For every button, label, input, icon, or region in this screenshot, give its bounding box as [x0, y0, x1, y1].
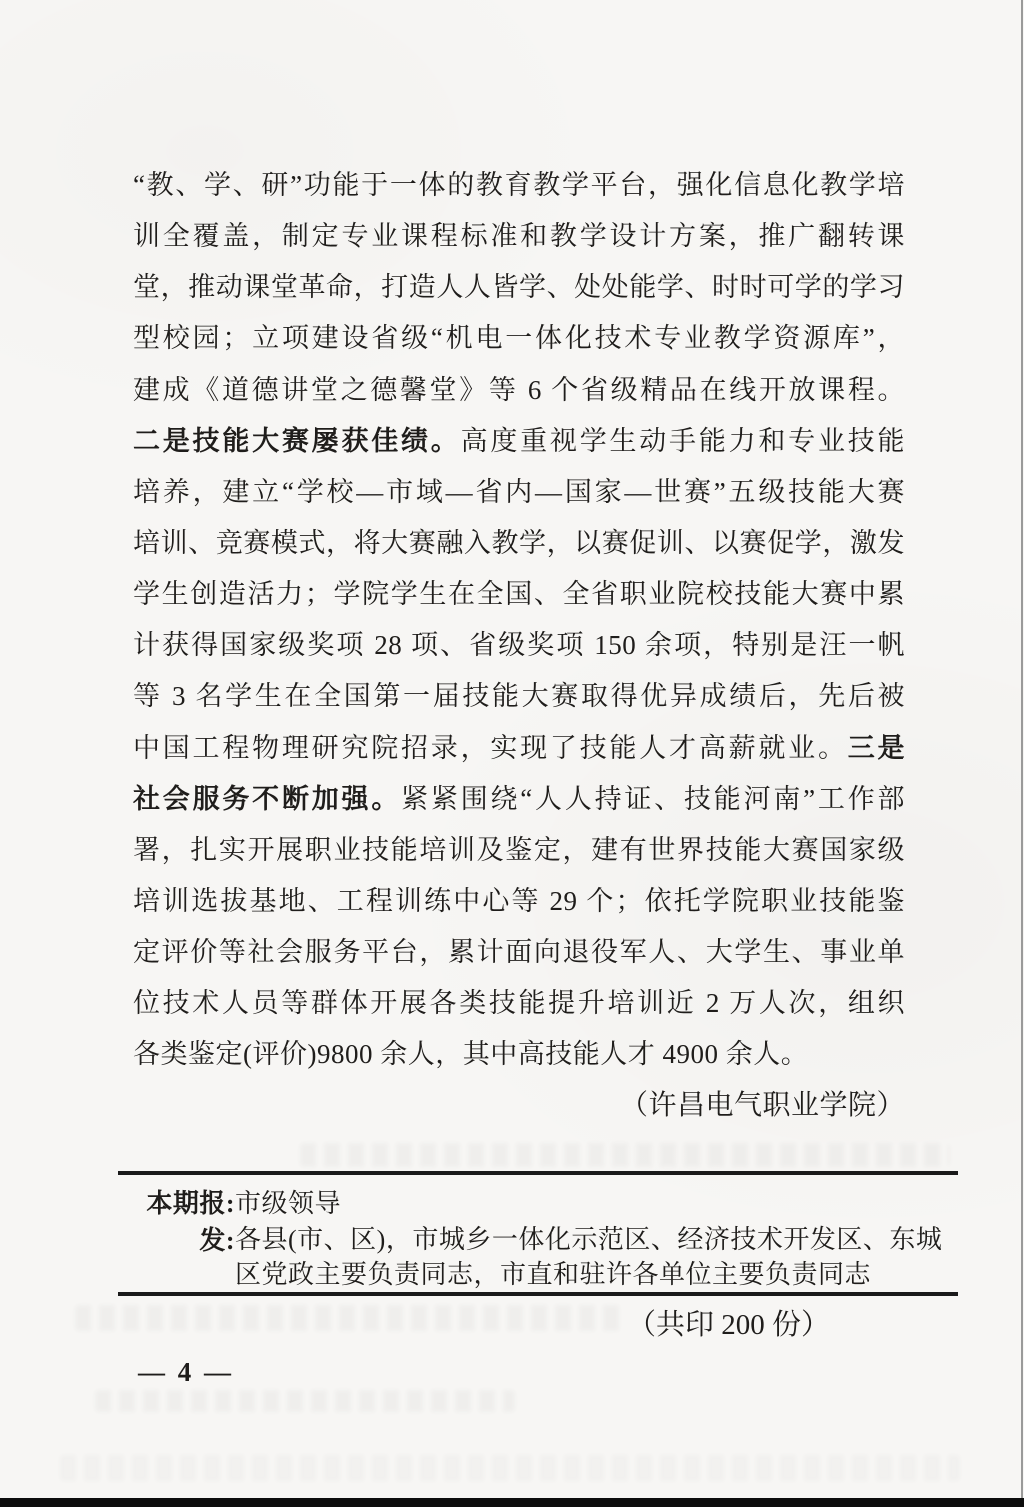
body-line: “教、学、研”功能于一体的教育教学平台，强化信息化教学培 [133, 170, 905, 200]
footer-bottom-rule [118, 1292, 958, 1296]
body-line: 训全覆盖，制定专业课程标准和教学设计方案，推广翻转课 [133, 221, 905, 252]
bleed-through-artifact [95, 1390, 515, 1412]
body-line: 培养，建立“学校—市域—省内—国家—世赛”五级技能大赛 [133, 476, 905, 507]
body-line: 等 3 名学生在全国第一届技能大赛取得优异成绩后，先后被 [133, 681, 905, 712]
print-count: （共印 200 份） [626, 1309, 830, 1341]
bleed-through-artifact [300, 1143, 950, 1167]
report-label: 本期报: [146, 1189, 235, 1218]
attribution-wrap [133, 1080, 905, 1131]
report-value: 市级领导 [235, 1189, 342, 1218]
issue-row [133, 1222, 963, 1292]
body-line: 署，扎实开展职业技能培训及鉴定，建有世界技能大赛国家级 [133, 834, 905, 865]
issue-recipients [235, 1222, 963, 1292]
scan-edge-bottom [0, 1498, 1024, 1507]
distribution-block [133, 1185, 963, 1292]
body-line: 学生创造活力；学院学生在全国、全省职业院校技能大赛中累 [133, 579, 905, 610]
footer-top-rule [118, 1171, 958, 1175]
body-text [133, 160, 905, 1081]
issue-recipients-line: 各县(市、区)，市城乡一体化示范区、经济技术开发区、东城 [235, 1225, 943, 1254]
body-line: 计获得国家级奖项 28 项、省级奖项 150 余项，特别是汪一帆 [133, 630, 905, 661]
body-line: 培训、竞赛模式，将大赛融入教学，以赛促训、以赛促学，激发 [133, 527, 905, 558]
body-line: 型校园；立项建设省级“机电一体化技术专业教学资源库”， [133, 323, 905, 354]
bleed-through-artifact [60, 1455, 960, 1481]
page-number: — 4 — [138, 1357, 234, 1387]
issue-label: 发: [199, 1226, 235, 1255]
body-line: 建成《道德讲堂之德馨堂》等 6 个省级精品在线开放课程。 [133, 374, 905, 405]
body-line: 堂，推动课堂革命，打造人人皆学、处处能学、时时可学的学习 [133, 272, 905, 303]
body-line: 位技术人员等群体开展各类技能提升培训近 2 万人次，组织 [133, 988, 905, 1019]
scan-edge-right [1021, 0, 1023, 1507]
issue-recipients-line: 区党政主要负责同志，市直和驻许各单位主要负责同志 [235, 1260, 872, 1289]
body-line: 中国工程物理研究院招录，实现了技能人才高薪就业。三是 [133, 732, 905, 763]
body-line: 各类鉴定(评价)9800 余人，其中高技能人才 4900 余人。 [133, 1039, 809, 1070]
attribution: （许昌电气职业学院） [619, 1090, 905, 1121]
report-row [133, 1185, 963, 1222]
body-line: 社会服务不断加强。紧紧围绕“人人持证、技能河南”工作部 [133, 783, 905, 814]
body-line: 定评价等社会服务平台，累计面向退役军人、大学生、事业单 [133, 937, 905, 968]
body-line: 二是技能大赛屡获佳绩。高度重视学生动手能力和专业技能 [133, 425, 905, 456]
body-line: 培训选拔基地、工程训练中心等 29 个；依托学院职业技能鉴 [133, 885, 905, 916]
